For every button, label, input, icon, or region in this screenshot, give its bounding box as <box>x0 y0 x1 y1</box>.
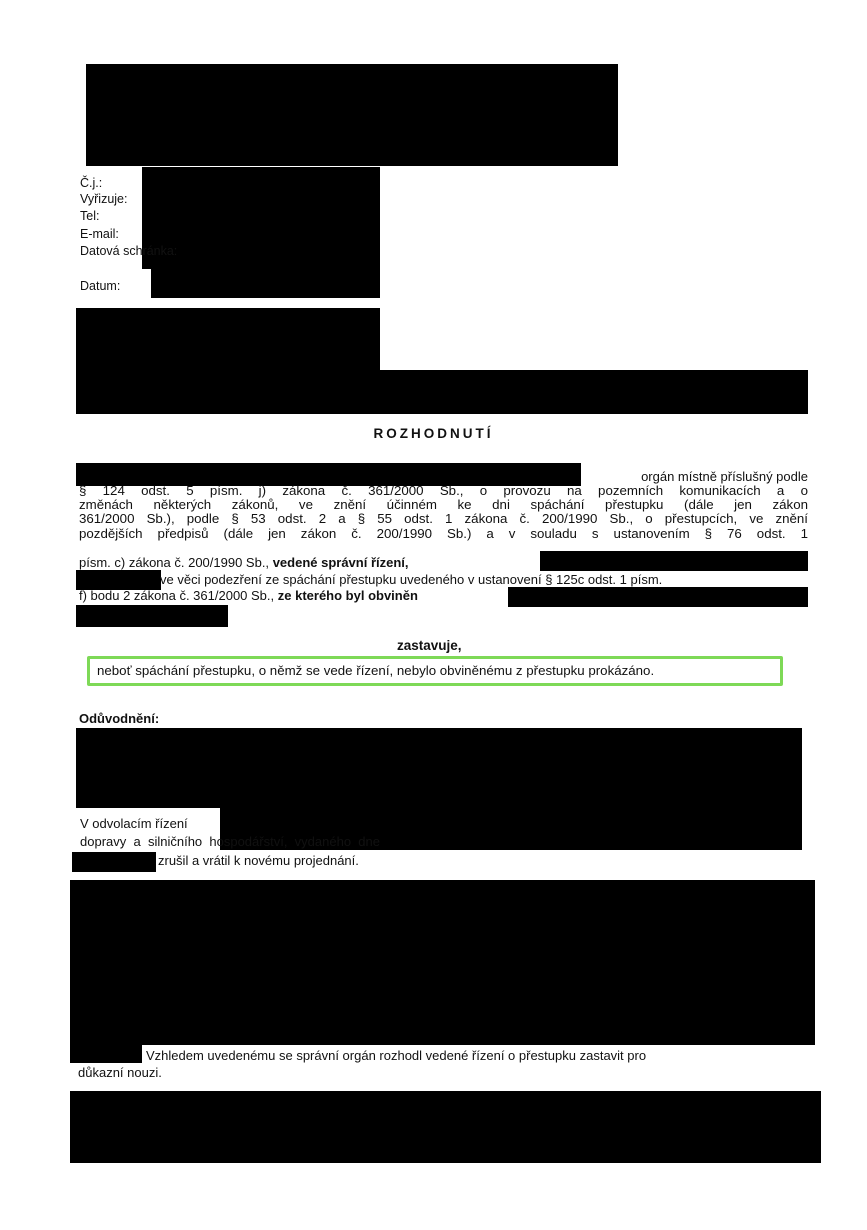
label-tel: Tel: <box>80 209 100 223</box>
redaction-accused <box>508 587 808 607</box>
redaction-addressee-wide <box>76 370 808 414</box>
appeal-word-5: vydaného <box>294 834 352 849</box>
appeal-word-4: hospodářství, <box>209 834 288 849</box>
conclusion-line-2: důkazní nouzi. <box>78 1065 162 1080</box>
intro-line-4: 361/2000 Sb.), podle § 53 odst. 2 a § 55 odst. 1 zákona č. 200/1990 Sb., o přestupcích, ve znění <box>79 511 808 527</box>
redaction-instructions <box>70 1091 821 1163</box>
appeal-line-3: zrušil a vrátil k novému projednání. <box>158 853 359 868</box>
intro-line-3: změnách některých zákonů, ve znění účinném ke dni spáchání přestupku (dále jen zákon <box>79 497 808 513</box>
redaction-accused-cont <box>76 605 228 627</box>
intro-line-6 <box>79 555 409 570</box>
redaction-party <box>76 570 161 590</box>
redaction-appeal-date <box>72 852 156 872</box>
redaction-reasoning-2b <box>70 1043 142 1063</box>
label-datum: Datum: <box>80 279 121 293</box>
label-email: E-mail: <box>80 227 119 241</box>
intro-paragraph <box>79 484 808 541</box>
redaction-letterhead <box>86 64 618 166</box>
redaction-case-ref <box>540 551 808 571</box>
intro-line-8-plain: f) bodu 2 zákona č. 361/2000 Sb., <box>79 588 275 603</box>
reasoning-heading: Odůvodnění: <box>79 711 160 726</box>
intro-line-7: ve věci podezření ze spáchání přestupku uvedeného v ustanovení § 125c odst. 1 písm. <box>160 572 663 587</box>
redaction-header-values <box>142 167 380 269</box>
label-cj: Č.j.: <box>80 176 103 190</box>
intro-line-2: § 124 odst. 5 písm. j) zákona č. 361/2000 Sb., o provozu na pozemních komunikacích a o <box>79 483 808 498</box>
document-title: ROZHODNUTÍ <box>373 426 494 441</box>
intro-line-1: orgán místně příslušný podle <box>641 469 808 484</box>
verdict-reason-text: neboť spáchání přestupku, o němž se vede řízení, nebylo obviněnému z přestupku prokázáno. <box>97 663 655 678</box>
verdict-word: zastavuje, <box>397 638 462 653</box>
appeal-word-3: silničního <box>147 834 203 849</box>
appeal-line-1: V odvolacím řízení <box>80 816 188 831</box>
redaction-reasoning-1 <box>76 728 802 808</box>
label-vyrizuje: Vyřizuje: <box>80 192 128 206</box>
intro-line-6-plain: písm. c) zákona č. 200/1990 Sb., <box>79 555 270 570</box>
intro-line-8 <box>79 588 418 603</box>
appeal-line-2 <box>80 834 380 849</box>
appeal-word-2: a <box>133 834 141 849</box>
intro-line-5: pozdějších předpisů (dále jen zákon č. 200/1990 Sb.) a v souladu s ustanovením § 76 odst. 1 <box>79 525 808 541</box>
intro-line-6-bold: vedené správní řízení, <box>272 555 409 570</box>
appeal-word-6: dne <box>358 834 380 849</box>
label-datova-schranka: Datová schránka: <box>80 244 178 258</box>
redaction-reasoning-2 <box>70 880 815 1045</box>
intro-line-8-bold: ze kterého byl obviněn <box>277 588 418 603</box>
verdict-reason-box <box>87 656 783 686</box>
conclusion-line-1: Vzhledem uvedenému se správní orgán rozhodl vedené řízení o přestupku zastavit pro <box>146 1048 647 1063</box>
redaction-date <box>151 268 380 298</box>
appeal-word-1: dopravy <box>80 834 127 849</box>
